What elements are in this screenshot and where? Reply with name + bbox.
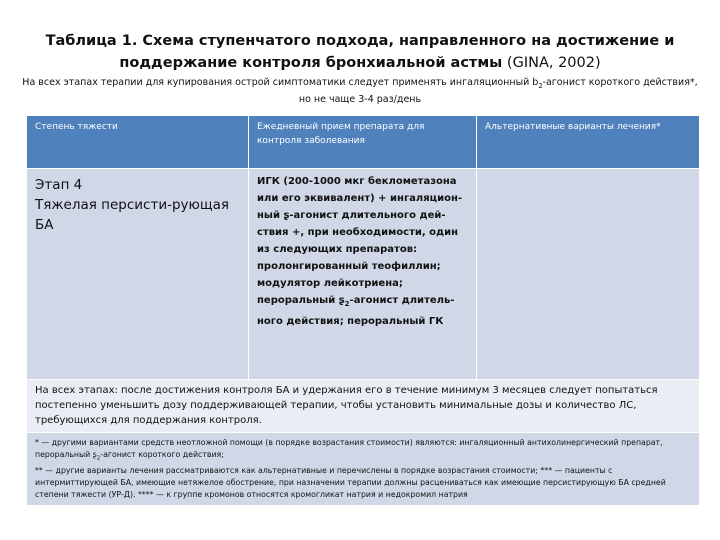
medication-cell (249, 169, 477, 380)
table-header-row (27, 116, 700, 169)
stage-label: Этап 4 (35, 177, 83, 193)
header-alternatives: Альтернативные варианты лечения* (477, 116, 700, 169)
table-row-stage-4 (27, 169, 700, 380)
severity-cell (27, 169, 249, 380)
medication-text-2: ингаляцион-ный ʂ-агонист длительного дей-ствия +, при необходимости, один из следующих препаратов: пролонгированный теофиллин; модулятор лейкотриена; пероральный ʂ (257, 193, 463, 306)
therapy-note (20, 76, 700, 106)
therapy-note-part-1: На всех этапах терапии для купирования острой симптоматики следует применять ингаляционный b (22, 77, 539, 88)
table-row-footnotes (27, 433, 700, 506)
footnotes-cell (27, 433, 700, 506)
medication-text-1: ИГК (200-1000 мкг беклометазона или его эквивалент) + (257, 176, 457, 204)
medication-subscript: 2 (344, 300, 350, 308)
stepwise-table (26, 115, 700, 506)
header-severity: Степень тяжести (27, 116, 249, 169)
footnote-1-end: -агонист короткого действия; (100, 450, 224, 459)
footnote-2: ** — другие варианты лечения рассматриваются как альтернативные и перечислены в порядке возрастания стоимости; *** — пациенты с интермиттирующей БА, имеющие нетяжелое обострение, при назначении терапии должны расцениваться как имеющие персистирующую БА средней степени тяжести (УР-Д). **** — к группе кромонов относятся кромогликат натрия и недокромил натрия (35, 465, 666, 499)
medication-text-3: -агонист длитель-ного действия; пероральный ГК (257, 295, 455, 327)
footnote-1-text: * — другими вариантами средств неотложной помощи (в порядке возрастания стоимости) являются: ингаляционный антихолинергический препарат, пероральный ʂ (35, 438, 663, 459)
footnote-1-subscript: 2 (96, 455, 101, 462)
therapy-note-subscript: 2 (538, 81, 543, 90)
header-daily-medication: Ежедневный прием препарата для контроля заболевания (249, 116, 477, 169)
title-line-2-source: (GINA, 2002) (502, 55, 601, 71)
title-line-1: Таблица 1. Схема ступенчатого подхода, направленного на достижение и (45, 33, 675, 49)
alternatives-cell (477, 169, 700, 380)
footnote-1 (35, 437, 691, 465)
all-stages-note: На всех этапах: после достижения контроля БА и удержания его в течение минимум 3 месяцев следует попытаться постепенно уменьшить дозу поддерживающей терапии, чтобы установить минимальные дозы и количество ЛС, требующихся для поддержания контроля. (27, 380, 700, 433)
stage-description: Тяжелая персисти-рующая БА (35, 197, 230, 233)
title-line-2-bold: поддержание контроля бронхиальной астмы (119, 55, 503, 71)
title-line-2 (40, 52, 680, 74)
page-title (40, 30, 680, 74)
therapy-note-part-2: -агонист короткого действия*, но не чаще 3-4 раз/день (298, 77, 698, 105)
table-row-all-stages (27, 380, 700, 433)
